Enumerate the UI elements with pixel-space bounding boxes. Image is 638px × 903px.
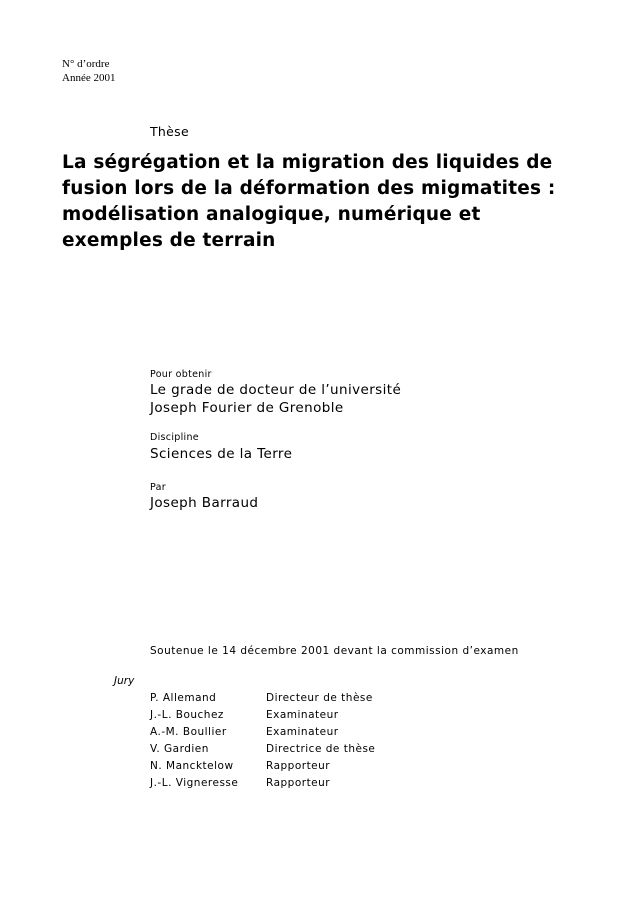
degree-line-1: Le grade de docteur de l’université [150, 382, 402, 398]
jury-member-role: Examinateur [266, 708, 339, 721]
jury-row [150, 723, 375, 740]
defense-statement: Soutenue le 14 décembre 2001 devant la commission d’examen [150, 645, 519, 657]
jury-member-role: Directeur de thèse [266, 691, 373, 704]
jury-member-role: Rapporteur [266, 776, 331, 789]
jury-member-name: P. Allemand [150, 691, 217, 704]
title-line-4: exemples de terrain [62, 230, 276, 251]
jury-member-name: J.-L. Vigneresse [150, 776, 239, 789]
obtain-label: Pour obtenir [150, 369, 212, 380]
jury-member-name: J.-L. Bouchez [150, 708, 224, 721]
jury-member-name: N. Mancktelow [150, 759, 234, 772]
discipline-value: Sciences de la Terre [150, 446, 293, 462]
jury-row [150, 689, 375, 706]
jury-member-role: Rapporteur [266, 759, 331, 772]
jury-row [150, 774, 375, 791]
jury-row [150, 740, 375, 757]
jury-member-role: Directrice de thèse [266, 742, 376, 755]
title-line-3: modélisation analogique, numérique et [62, 204, 481, 225]
author-name: Joseph Barraud [150, 495, 259, 511]
jury-row [150, 706, 375, 723]
title-line-2: fusion lors de la déformation des migmatites : [62, 178, 556, 199]
jury-member-role: Examinateur [266, 725, 339, 738]
title-line-1: La ségrégation et la migration des liquides de [62, 152, 553, 173]
jury-member-name: V. Gardien [150, 742, 209, 755]
jury-member-name: A.-M. Boullier [150, 725, 227, 738]
order-number-label: N° d’ordre [62, 58, 110, 70]
degree-line-2: Joseph Fourier de Grenoble [150, 400, 344, 416]
document-type: Thèse [150, 124, 189, 139]
jury-label: Jury [114, 675, 135, 687]
author-label: Par [150, 482, 166, 493]
discipline-label: Discipline [150, 432, 199, 443]
year-label: Année 2001 [62, 72, 116, 84]
jury-row [150, 757, 375, 774]
jury-table [150, 689, 375, 791]
thesis-title [62, 150, 555, 254]
